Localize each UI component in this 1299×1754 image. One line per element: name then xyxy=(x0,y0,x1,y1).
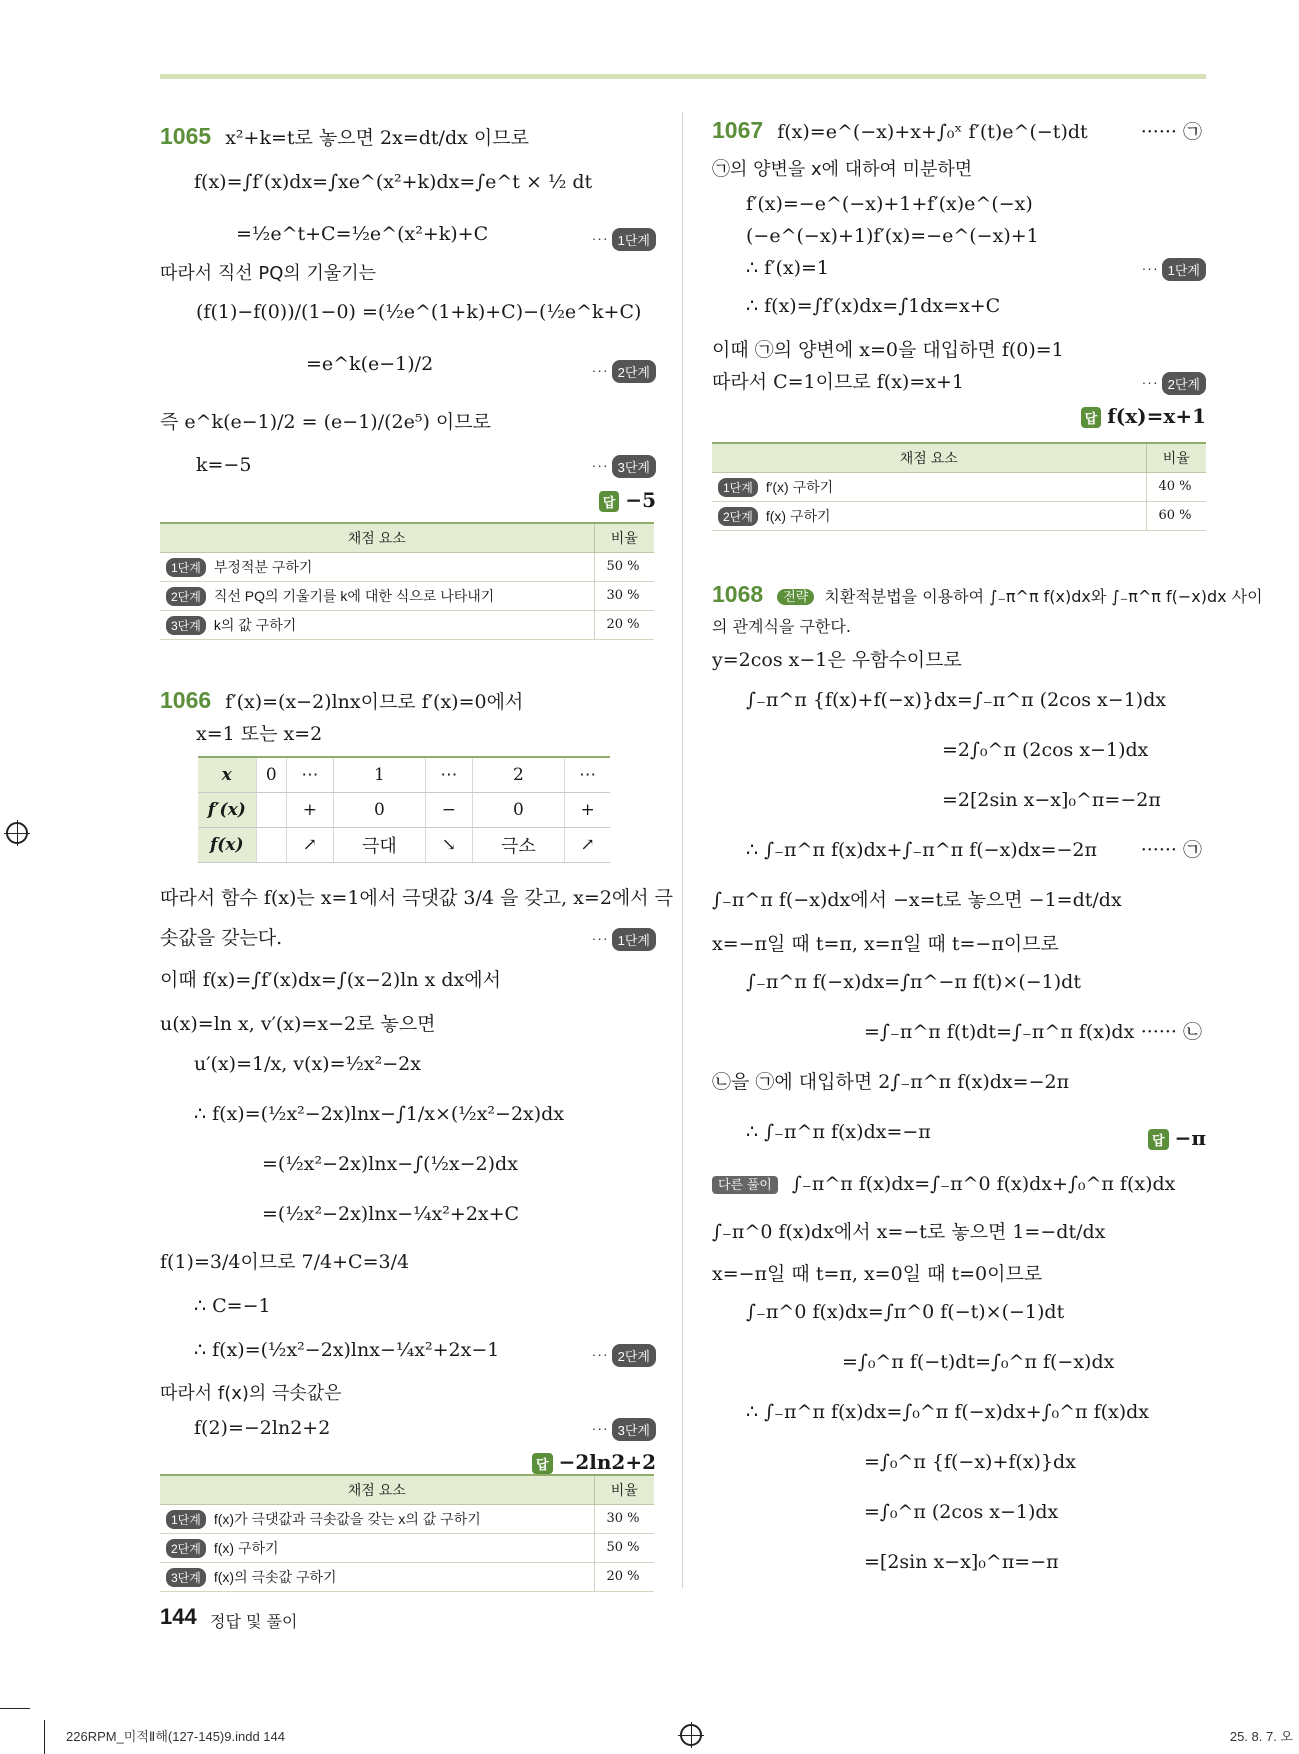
solution-line: f′(x)=(x−2)lnx이므로 f′(x)=0에서 xyxy=(225,691,524,713)
solution-line: k=−5 xyxy=(196,454,252,476)
alternative-solution-badge: 다른 풀이 xyxy=(712,1176,778,1194)
solution-line: =∫₀^π f(−t)dt=∫₀^π f(−x)dx xyxy=(842,1351,1115,1373)
solution-line: ∫₋π^0 f(x)dx=∫π^0 f(−t)×(−1)dt xyxy=(746,1301,1065,1323)
solution-line: x=−π일 때 t=π, x=0일 때 t=0이므로 xyxy=(712,1263,1043,1285)
sign-table xyxy=(198,756,610,863)
solution-line: =(½x²−2x)lnx−∫(½x−2)dx xyxy=(262,1153,518,1175)
step-marker: ··· 3단계 xyxy=(592,1418,656,1441)
solution-line: ∫₋π^π f(x)dx=∫₋π^0 f(x)dx+∫₀^π f(x)dx xyxy=(791,1173,1176,1195)
strategy-badge: 전략 xyxy=(777,589,814,605)
registration-mark-icon xyxy=(680,1724,702,1746)
problem-number: 1067 xyxy=(712,117,764,143)
step-marker: ··· 1단계 xyxy=(592,228,656,251)
solution-line: u(x)=ln x, v′(x)=x−2로 놓으면 xyxy=(160,1013,436,1035)
table-row: f′(x) + 0 − 0 + xyxy=(198,792,610,827)
table-row: 1단계 f′(x) 구하기 40 % xyxy=(712,472,1206,501)
solution-line: =2[2sin x−x]₀^π=−2π xyxy=(942,789,1161,811)
table-row: f(x) ↗ 극대 ↘ 극소 ↗ xyxy=(198,827,610,862)
solution-line: x²+k=t로 놓으면 2x=dt/dx 이므로 xyxy=(225,127,529,149)
answer: 답 f(x)=x+1 xyxy=(1081,404,1206,428)
solution-line: f(2)=−2ln2+2 xyxy=(194,1417,331,1439)
solution-line: 즉 e^k(e−1)/2 = (e−1)/(2e⁵) 이므로 xyxy=(160,411,491,433)
solution-line: (−e^(−x)+1)f′(x)=−e^(−x)+1 xyxy=(746,225,1039,247)
table-row: 1단계 f(x)가 극댓값과 극솟값을 갖는 x의 값 구하기 30 % xyxy=(160,1504,654,1533)
solution-line: f′(x)=−e^(−x)+1+f′(x)e^(−x) xyxy=(746,193,1033,215)
table-header: 비율 xyxy=(594,523,654,552)
answer: 답 −2ln2+2 xyxy=(532,1450,656,1474)
answer: 답 −5 xyxy=(599,488,656,512)
table-row: 1단계 부정적분 구하기 50 % xyxy=(160,552,654,581)
solution-line: 치환적분법을 이용하여 ∫₋π^π f(x)dx와 ∫₋π^π f(−x)dx 사이 xyxy=(824,587,1263,606)
solution-line: ∴ ∫₋π^π f(x)dx=−π xyxy=(746,1121,931,1143)
step-marker: ··· 2단계 xyxy=(592,360,656,383)
table-header: 채점 요소 xyxy=(160,1475,594,1504)
table-row: 2단계 f(x) 구하기 50 % xyxy=(160,1533,654,1562)
table-header: 비율 xyxy=(1146,443,1206,472)
equation-mark: ······ ㉠ xyxy=(1140,839,1202,861)
solution-line: ∫₋π^π f(−x)dx에서 −x=t로 놓으면 −1=dt/dx xyxy=(712,889,1122,911)
crop-mark xyxy=(0,1708,30,1709)
solution-line: 의 관계식을 구한다. xyxy=(712,617,851,636)
solution-line: =∫₀^π (2cos x−1)dx xyxy=(864,1501,1059,1523)
solution-line: ∫₋π^π f(−x)dx=∫π^−π f(t)×(−1)dt xyxy=(746,971,1081,993)
solution-line: 따라서 C=1이므로 f(x)=x+1 xyxy=(712,371,964,393)
slug-date: 25. 8. 7. 오 xyxy=(1229,1729,1293,1744)
solution-line: ∫₋π^π {f(x)+f(−x)}dx=∫₋π^π (2cos x−1)dx xyxy=(746,689,1167,711)
step-marker: ··· 3단계 xyxy=(592,455,656,478)
solution-line: ∫₋π^0 f(x)dx에서 x=−t로 놓으면 1=−dt/dx xyxy=(712,1221,1106,1243)
solution-line: ∴ f′(x)=1 xyxy=(746,257,830,279)
solution-line: =[2sin x−x]₀^π=−π xyxy=(864,1551,1059,1573)
solution-line: 솟값을 갖는다. xyxy=(160,927,283,949)
solution-line: x=−π일 때 t=π, x=π일 때 t=−π이므로 xyxy=(712,933,1059,955)
slug-line: 226RPM_미적Ⅱ해(127-145)9.indd 144 xyxy=(66,1729,285,1744)
table-header: 채점 요소 xyxy=(712,443,1146,472)
solution-line: f(x)=∫f′(x)dx=∫xe^(x²+k)dx=∫e^t × ½ dt xyxy=(194,171,593,193)
solution-line: 이때 f(x)=∫f′(x)dx=∫(x−2)ln x dx에서 xyxy=(160,969,501,991)
solution-line: =2∫₀^π (2cos x−1)dx xyxy=(942,739,1149,761)
step-marker: ··· 2단계 xyxy=(1142,372,1206,395)
problem-number: 1068 xyxy=(712,581,764,607)
solution-line: u′(x)=1/x, v(x)=½x²−2x xyxy=(194,1053,421,1075)
equation-mark: ······ ㉡ xyxy=(1140,1021,1202,1043)
registration-mark-icon xyxy=(6,822,28,844)
solution-line: y=2cos x−1은 우함수이므로 xyxy=(712,649,962,671)
grading-table-1066 xyxy=(160,1474,654,1592)
table-row: x 0 ⋯ 1 ⋯ 2 ⋯ xyxy=(198,757,610,792)
column-divider xyxy=(682,112,683,1588)
top-rule xyxy=(160,74,1206,79)
step-marker: ··· 2단계 xyxy=(592,1344,656,1367)
table-row: 2단계 f(x) 구하기 60 % xyxy=(712,501,1206,530)
solution-line: ∴ ∫₋π^π f(x)dx+∫₋π^π f(−x)dx=−2π xyxy=(746,839,1098,861)
step-marker: ··· 1단계 xyxy=(1142,258,1206,281)
solution-line: =∫₋π^π f(t)dt=∫₋π^π f(x)dx xyxy=(864,1021,1135,1043)
solution-line: =(½x²−2x)lnx−¼x²+2x+C xyxy=(262,1203,520,1225)
solution-line: ㉡을 ㉠에 대입하면 2∫₋π^π f(x)dx=−2π xyxy=(712,1071,1070,1093)
solution-line: 따라서 직선 PQ의 기울기는 xyxy=(160,263,377,284)
table-header: 비율 xyxy=(594,1475,654,1504)
table-header: 채점 요소 xyxy=(160,523,594,552)
page-number: 144 xyxy=(160,1604,197,1629)
page-label: 정답 및 풀이 xyxy=(210,1612,298,1631)
solution-line: f(x)=e^(−x)+x+∫₀ˣ f′(t)e^(−t)dt xyxy=(777,121,1088,143)
solution-line: =½e^t+C=½e^(x²+k)+C xyxy=(236,223,489,245)
solution-line: ㉠의 양변을 x에 대하여 미분하면 xyxy=(712,159,973,180)
solution-line: 따라서 함수 f(x)는 x=1에서 극댓값 3/4 을 갖고, x=2에서 극 xyxy=(160,887,674,909)
solution-line: (f(1)−f(0))/(1−0) =(½e^(1+k)+C)−(½e^k+C) xyxy=(196,301,642,323)
table-row: 2단계 직선 PQ의 기울기를 k에 대한 식으로 나타내기 30 % xyxy=(160,581,654,610)
solution-line: =e^k(e−1)/2 xyxy=(306,353,434,375)
crop-mark xyxy=(44,1720,45,1754)
equation-mark: ······ ㉠ xyxy=(1140,121,1202,143)
problem-number: 1065 xyxy=(160,123,212,149)
problem-number: 1066 xyxy=(160,687,212,713)
solution-line: 이때 ㉠의 양변에 x=0을 대입하면 f(0)=1 xyxy=(712,339,1064,361)
solution-line: f(1)=3/4이므로 7/4+C=3/4 xyxy=(160,1251,410,1273)
solution-line: ∴ f(x)=∫f′(x)dx=∫1dx=x+C xyxy=(746,295,1001,317)
step-marker: ··· 1단계 xyxy=(592,928,656,951)
solution-line: ∴ ∫₋π^π f(x)dx=∫₀^π f(−x)dx+∫₀^π f(x)dx xyxy=(746,1401,1150,1423)
table-row: 3단계 k의 값 구하기 20 % xyxy=(160,610,654,639)
solution-line: ∴ C=−1 xyxy=(194,1295,271,1317)
solution-line: 따라서 f(x)의 극솟값은 xyxy=(160,1383,342,1404)
solution-line: ∴ f(x)=(½x²−2x)lnx−∫1/x×(½x²−2x)dx xyxy=(194,1103,565,1125)
table-row: 3단계 f(x)의 극솟값 구하기 20 % xyxy=(160,1562,654,1591)
grading-table-1065 xyxy=(160,522,654,640)
solution-line: =∫₀^π {f(−x)+f(x)}dx xyxy=(864,1451,1076,1473)
grading-table-1067 xyxy=(712,442,1206,531)
solution-line: ∴ f(x)=(½x²−2x)lnx−¼x²+2x−1 xyxy=(194,1339,500,1361)
answer: 답 −π xyxy=(1148,1126,1206,1150)
solution-line: x=1 또는 x=2 xyxy=(196,723,323,745)
